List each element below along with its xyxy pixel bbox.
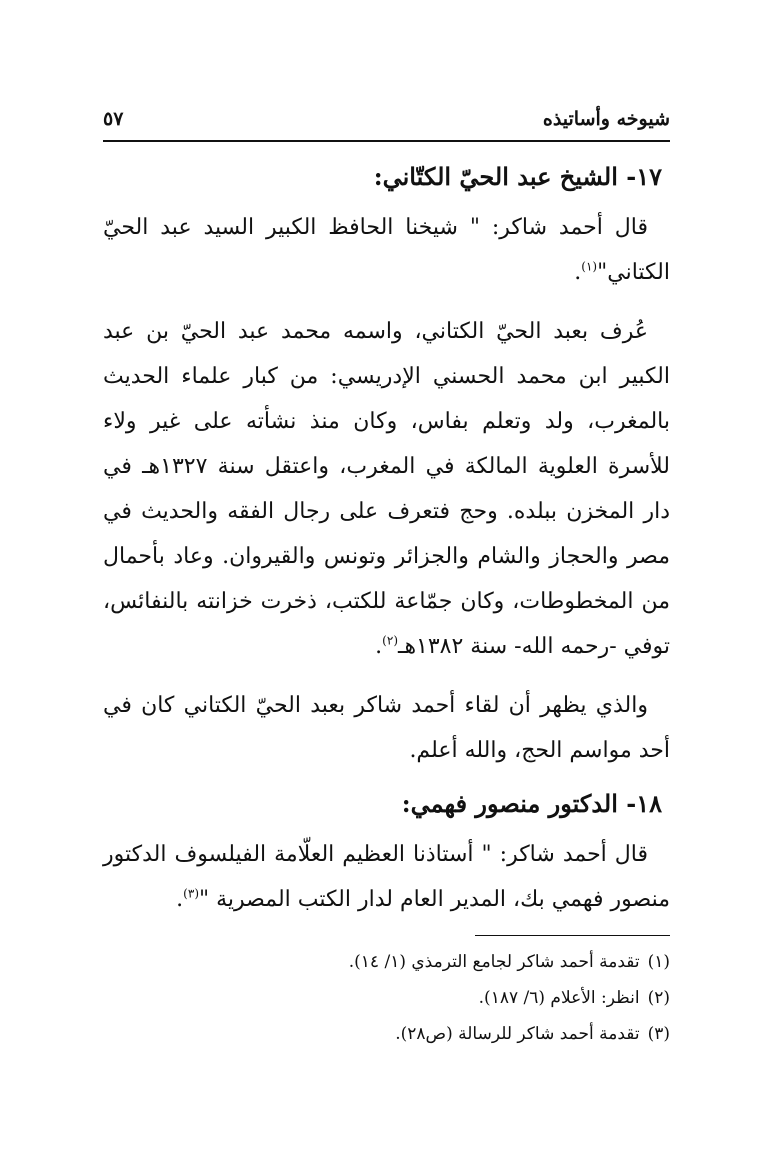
running-title: شيوخه وأساتيذه bbox=[542, 108, 670, 130]
footnote-text: انظر: الأعلام (٦/ ١٨٧). bbox=[478, 988, 640, 1008]
section-18-paragraph-1 bbox=[103, 832, 670, 922]
footnote-item bbox=[103, 980, 670, 1016]
section-18-title: ١٨- الدكتور منصور فهمي: bbox=[401, 789, 662, 818]
footnote-item bbox=[103, 944, 670, 980]
section-17-title: ١٧- الشيخ عبد الحيّ الكتّاني: bbox=[373, 162, 662, 191]
footnote-number: (٣) bbox=[647, 1024, 670, 1044]
footnote-text: تقدمة أحمد شاكر لجامع الترمذي (١/ ١٤). bbox=[348, 952, 640, 972]
footnote-text: تقدمة أحمد شاكر للرسالة (ص٢٨). bbox=[395, 1024, 640, 1044]
footnote-divider bbox=[475, 935, 670, 936]
section-17-paragraph-2 bbox=[103, 309, 670, 669]
footnote-ref-3[interactable]: (٣) bbox=[183, 886, 199, 901]
page-number: ٥٧ bbox=[103, 108, 124, 130]
footnote-number: (٢) bbox=[647, 988, 670, 1008]
footnote-ref-2[interactable]: (٢) bbox=[382, 633, 398, 648]
footnote-number: (١) bbox=[647, 952, 670, 972]
header-divider bbox=[103, 140, 670, 142]
footnotes bbox=[103, 944, 670, 1052]
section-17-paragraph-1 bbox=[103, 205, 670, 295]
biography-text: عُرف بعبد الحيّ الكتاني، واسمه محمد عبد الحيّ بن عبد الكبير ابن محمد الحسني الإدريسي: من كبار علماء الحديث بالمغرب، ولد وتعلم بفاس، وكان منذ نشأته على غير ولاء للأسرة العلوية المالكة في المغرب، واعتقل سنة ١٣٢٧هـ في دار المخزن ببلده. وحج فتعرف على رجال الفقه والحديث في مصر والحجاز والشام والجزائر وتونس والقيروان. وعاد بأحمال من المخطوطات، وكان جمّاعة للكتب، ذخرت خزانته بالنفائس، توفي -رحمه الله- سنة ١٣٨٢هـ bbox=[103, 319, 670, 659]
footnote-ref-1[interactable]: (١) bbox=[581, 259, 598, 274]
period: . bbox=[375, 634, 383, 659]
page-body bbox=[103, 150, 670, 936]
period: . bbox=[574, 260, 582, 285]
page-header bbox=[103, 100, 670, 138]
period: . bbox=[176, 887, 184, 912]
section-17-paragraph-3: والذي يظهر أن لقاء أحمد شاكر بعبد الحيّ الكتاني كان في أحد مواسم الحج، والله أعلم. bbox=[103, 693, 670, 763]
quote-text: قال أحمد شاكر: " أستاذنا العظيم العلّامة الفيلسوف الدكتور منصور فهمي بك، المدير العام لدار الكتب المصرية " bbox=[103, 842, 670, 912]
footnote-item bbox=[103, 1016, 670, 1052]
quote-text: قال أحمد شاكر: " شيخنا الحافظ الكبير السيد عبد الحيّ الكتاني" bbox=[103, 215, 670, 285]
